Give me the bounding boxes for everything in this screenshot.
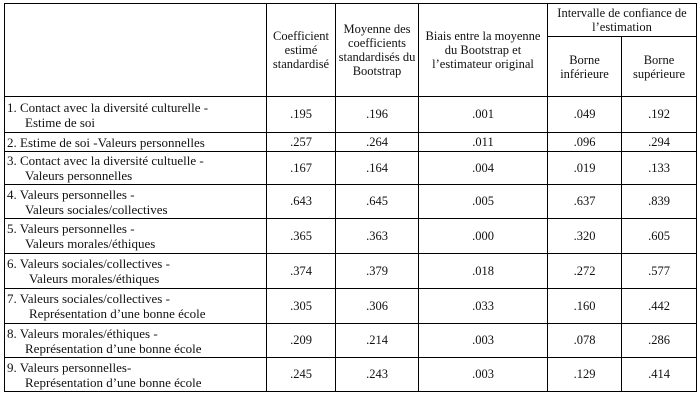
upper-cell: .577 bbox=[622, 254, 697, 289]
upper-cell: .442 bbox=[622, 289, 697, 324]
table-row bbox=[5, 152, 697, 185]
table-row bbox=[5, 133, 697, 152]
mean-cell: .214 bbox=[336, 324, 419, 358]
mean-cell: .164 bbox=[336, 152, 419, 185]
coef-cell: .374 bbox=[267, 254, 336, 289]
coef-cell: .245 bbox=[267, 358, 336, 392]
bias-cell: .033 bbox=[419, 289, 548, 324]
upper-cell: .286 bbox=[622, 324, 697, 358]
lower-cell: .637 bbox=[548, 185, 622, 219]
row-label: 1. Contact avec la diversité culturelle - Estime de soi bbox=[5, 97, 267, 133]
bootstrap-results-table bbox=[4, 3, 697, 392]
upper-cell: .605 bbox=[622, 219, 697, 254]
row-label: 8. Valeurs morales/éthiques - Représentation d’une bonne école bbox=[5, 324, 267, 358]
coef-cell: .195 bbox=[267, 97, 336, 133]
header-coefficient: Coefficient estimé standardisé bbox=[267, 4, 336, 97]
mean-cell: .243 bbox=[336, 358, 419, 392]
bias-cell: .005 bbox=[419, 185, 548, 219]
header-confidence-interval: Intervalle de confiance de l’estimation bbox=[548, 4, 697, 37]
row-label: 2. Estime de soi -Valeurs personnelles bbox=[5, 133, 267, 152]
table-row bbox=[5, 324, 697, 358]
bias-cell: .001 bbox=[419, 97, 548, 133]
header-bootstrap-mean: Moyenne des coefficients standardisés du Bootstrap bbox=[336, 4, 419, 97]
mean-cell: .379 bbox=[336, 254, 419, 289]
mean-cell: .645 bbox=[336, 185, 419, 219]
row-label: 9. Valeurs personnelles- Représentation d’une bonne école bbox=[5, 358, 267, 392]
mean-cell: .306 bbox=[336, 289, 419, 324]
bias-cell: .003 bbox=[419, 324, 548, 358]
header-lower-bound: Borne inférieure bbox=[548, 37, 622, 97]
table-row bbox=[5, 219, 697, 254]
coef-cell: .305 bbox=[267, 289, 336, 324]
row-label: 6. Valeurs sociales/collectives - Valeurs morales/éthiques bbox=[5, 254, 267, 289]
bias-cell: .018 bbox=[419, 254, 548, 289]
lower-cell: .160 bbox=[548, 289, 622, 324]
table-row bbox=[5, 254, 697, 289]
row-label: 3. Contact avec la diversité cultuelle - Valeurs personnelles bbox=[5, 152, 267, 185]
row-label: 7. Valeurs sociales/collectives - Représentation d’une bonne école bbox=[5, 289, 267, 324]
table-row bbox=[5, 185, 697, 219]
header-upper-bound: Borne supérieure bbox=[622, 37, 697, 97]
bias-cell: .003 bbox=[419, 358, 548, 392]
bias-cell: .004 bbox=[419, 152, 548, 185]
coef-cell: .167 bbox=[267, 152, 336, 185]
bias-cell: .000 bbox=[419, 219, 548, 254]
upper-cell: .839 bbox=[622, 185, 697, 219]
header-row-top bbox=[5, 4, 697, 37]
lower-cell: .078 bbox=[548, 324, 622, 358]
upper-cell: .192 bbox=[622, 97, 697, 133]
lower-cell: .096 bbox=[548, 133, 622, 152]
mean-cell: .264 bbox=[336, 133, 419, 152]
table-row bbox=[5, 358, 697, 392]
table-row bbox=[5, 97, 697, 133]
lower-cell: .272 bbox=[548, 254, 622, 289]
row-label: 5. Valeurs personnelles - Valeurs morales/éthiques bbox=[5, 219, 267, 254]
upper-cell: .294 bbox=[622, 133, 697, 152]
header-bias: Biais entre la moyenne du Bootstrap et l’estimateur original bbox=[419, 4, 548, 97]
lower-cell: .129 bbox=[548, 358, 622, 392]
table-row bbox=[5, 289, 697, 324]
mean-cell: .363 bbox=[336, 219, 419, 254]
row-label: 4. Valeurs personnelles - Valeurs sociales/collectives bbox=[5, 185, 267, 219]
coef-cell: .365 bbox=[267, 219, 336, 254]
header-empty-cell bbox=[5, 4, 267, 97]
upper-cell: .133 bbox=[622, 152, 697, 185]
lower-cell: .019 bbox=[548, 152, 622, 185]
lower-cell: .049 bbox=[548, 97, 622, 133]
mean-cell: .196 bbox=[336, 97, 419, 133]
coef-cell: .209 bbox=[267, 324, 336, 358]
lower-cell: .320 bbox=[548, 219, 622, 254]
coef-cell: .257 bbox=[267, 133, 336, 152]
bias-cell: .011 bbox=[419, 133, 548, 152]
coef-cell: .643 bbox=[267, 185, 336, 219]
upper-cell: .414 bbox=[622, 358, 697, 392]
